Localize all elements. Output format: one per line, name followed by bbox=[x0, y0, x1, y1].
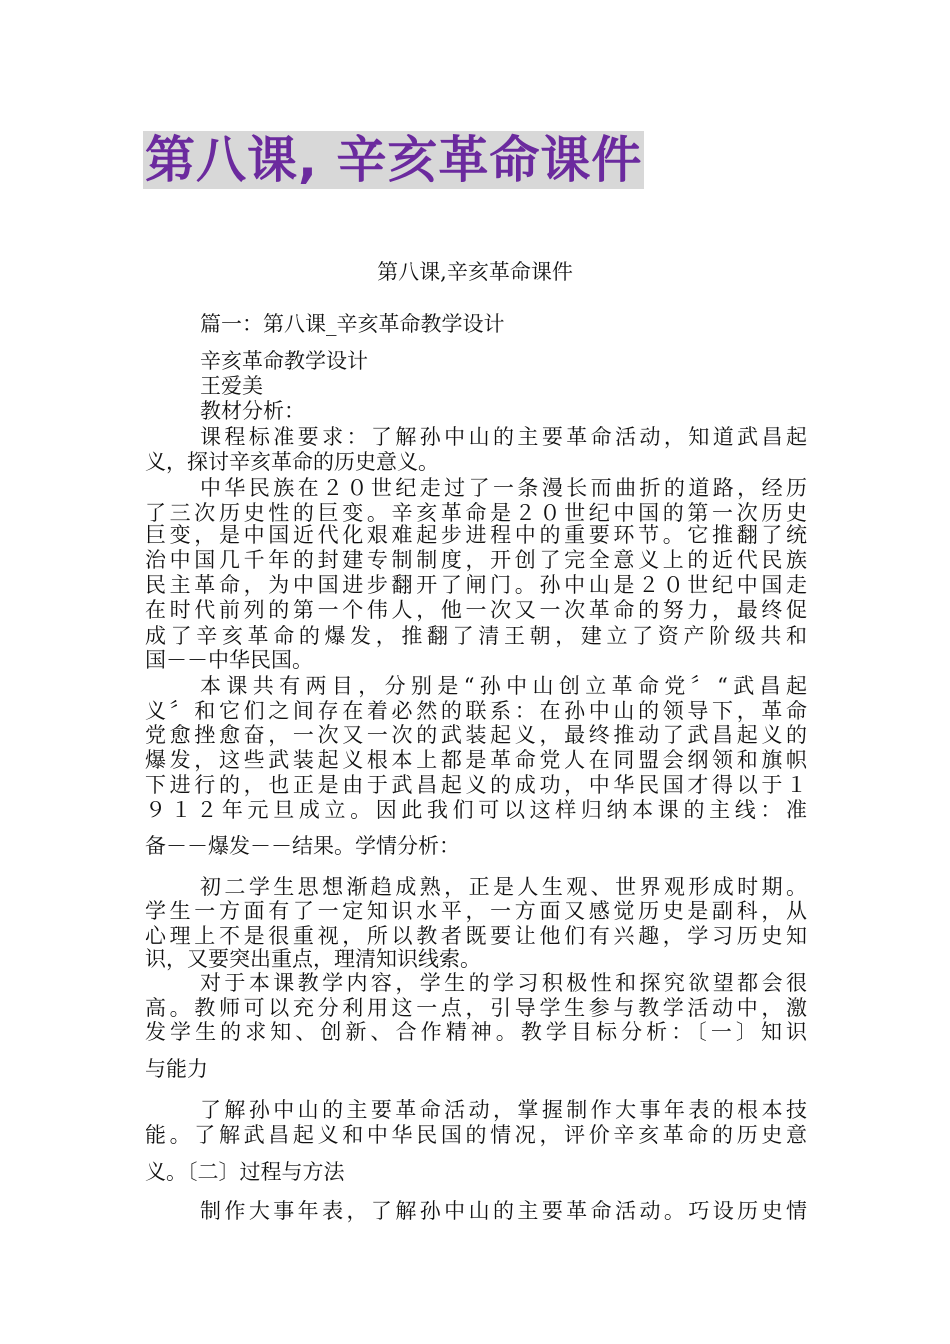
paragraph-line: 本课共有两目，分别是“孙中山创立革命党〞“武昌起 bbox=[200, 674, 807, 698]
document-title: 第八课, 辛亥革命课件 bbox=[145, 131, 643, 189]
paragraph-line: ９１２年元旦成立。因此我们可以这样归纳本课的主线：准 bbox=[145, 798, 807, 822]
author-line: 王爱美 bbox=[200, 374, 263, 398]
paragraph-line: 中华民族在２０世纪走过了一条漫长而曲折的道路，经历 bbox=[200, 476, 807, 500]
paragraph-line: 在时代前列的第一个伟人，他一次又一次革命的努力，最终促 bbox=[145, 598, 807, 622]
paragraph-line: 巨变，是中国近代化艰难起步进程中的重要环节。它推翻了统 bbox=[145, 523, 807, 547]
paragraph-line: 了三次历史性的巨变。辛亥革命是２０世纪中国的第一次历史 bbox=[145, 501, 807, 525]
paragraph-line: 民主革命，为中国进步翻开了闸门。孙中山是２０世纪中国走 bbox=[145, 573, 807, 597]
paragraph-line: 党愈挫愈奋，一次又一次的武装起义，最终推动了武昌起义的 bbox=[145, 723, 807, 747]
paragraph-line: 义，探讨辛亥革命的历史意义。 bbox=[145, 450, 439, 474]
paragraph-line: 了解孙中山的主要革命活动，掌握制作大事年表的根本技 bbox=[200, 1098, 807, 1122]
text-line: 教材分析： bbox=[200, 399, 305, 423]
section-heading: 篇一：第八课_辛亥革命教学设计 bbox=[200, 312, 505, 336]
paragraph-line: 下进行的，也正是由于武昌起义的成功，中华民国才得以于１ bbox=[145, 773, 807, 797]
paragraph-line: 治中国几千年的封建专制制度，开创了完全意义上的近代民族 bbox=[145, 548, 807, 572]
paragraph-line: 初二学生思想渐趋成熟，正是人生观、世界观形成时期。 bbox=[200, 875, 807, 899]
document-subtitle: 第八课,辛亥革命课件 bbox=[377, 260, 573, 284]
paragraph-line: 对于本课教学内容，学生的学习积极性和探究欲望都会很 bbox=[200, 971, 807, 995]
paragraph-line: 与能力 bbox=[145, 1057, 208, 1081]
paragraph-line: 心理上不是很重视，所以教者既要让他们有兴趣，学习历史知 bbox=[145, 924, 807, 948]
paragraph-line: 成了辛亥革命的爆发，推翻了清王朝，建立了资产阶级共和 bbox=[145, 624, 807, 648]
paragraph-line: 能。了解武昌起义和中华民国的情况，评价辛亥革命的历史意 bbox=[145, 1123, 807, 1147]
paragraph-line: 高。教师可以充分利用这一点，引导学生参与教学活动中，激 bbox=[145, 996, 807, 1020]
paragraph-line: 识，又要突出重点，理清知识线索。 bbox=[145, 947, 481, 971]
paragraph-line: 备－－爆发－－结果。学情分析： bbox=[145, 834, 460, 858]
paragraph-line: 课程标准要求：了解孙中山的主要革命活动，知道武昌起 bbox=[200, 425, 807, 449]
paragraph-line: 发学生的求知、创新、合作精神。教学目标分析：〔一〕知识 bbox=[145, 1020, 807, 1044]
paragraph-line: 学生一方面有了一定知识水平，一方面又感觉历史是副科，从 bbox=[145, 899, 807, 923]
paragraph-line: 义。〔二〕过程与方法 bbox=[145, 1160, 345, 1184]
text-line: 辛亥革命教学设计 bbox=[200, 349, 368, 373]
paragraph-line: 国－－中华民国。 bbox=[145, 648, 313, 672]
paragraph-line: 制作大事年表，了解孙中山的主要革命活动。巧设历史情 bbox=[200, 1199, 807, 1223]
paragraph-line: 爆发，这些武装起义根本上都是革命党人在同盟会纲领和旗帜 bbox=[145, 748, 807, 772]
paragraph-line: 义〞和它们之间存在着必然的联系：在孙中山的领导下，革命 bbox=[145, 699, 807, 723]
